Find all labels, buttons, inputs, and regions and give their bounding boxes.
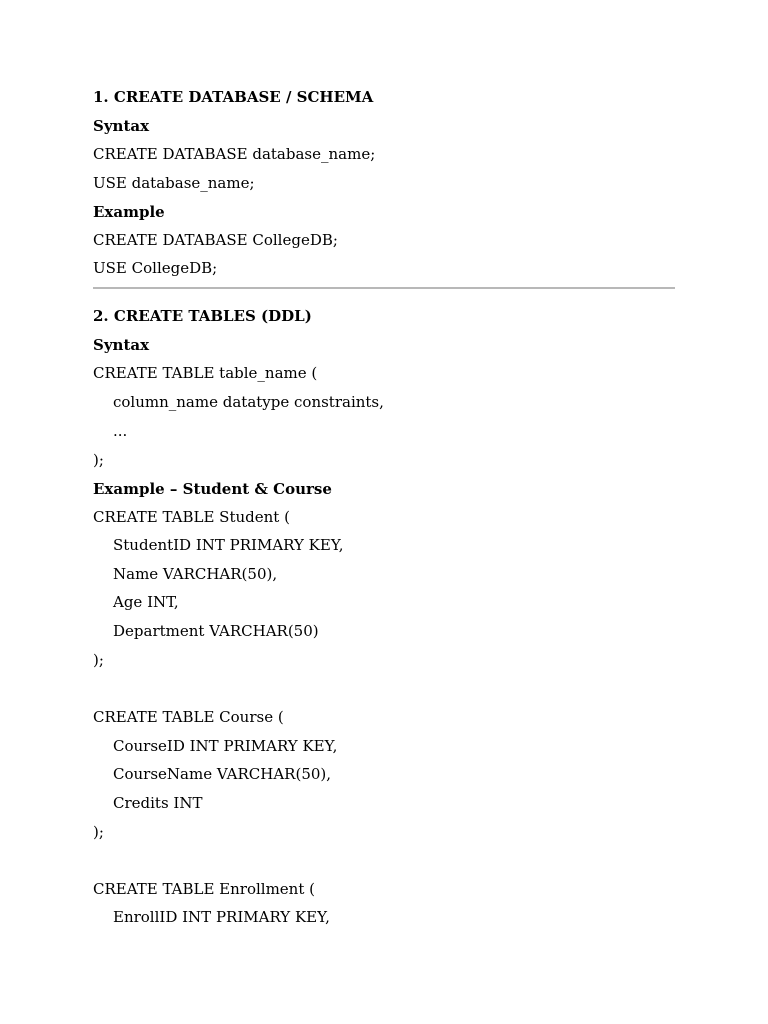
syntax-label: Syntax — [93, 336, 150, 354]
syntax-label: Syntax — [93, 117, 150, 135]
code-line: CREATE DATABASE database_name; — [93, 145, 376, 163]
code-line: ); — [93, 451, 104, 469]
code-line: CourseName VARCHAR(50), — [113, 765, 332, 783]
example-label: Example – Student & Course — [93, 480, 332, 498]
code-line: CourseID INT PRIMARY KEY, — [113, 737, 338, 755]
code-line: Age INT, — [113, 593, 179, 611]
section-1-heading: 1. CREATE DATABASE / SCHEMA — [93, 88, 374, 106]
code-line: StudentID INT PRIMARY KEY, — [113, 536, 344, 554]
section-2-heading: 2. CREATE TABLES (DDL) — [93, 307, 312, 325]
code-line: ); — [93, 651, 104, 669]
code-line: EnrollID INT PRIMARY KEY, — [113, 908, 330, 926]
code-line: ... — [113, 422, 128, 440]
code-line: ); — [93, 823, 104, 841]
example-label: Example — [93, 203, 165, 221]
code-line: CREATE DATABASE CollegeDB; — [93, 231, 338, 249]
code-line: CREATE TABLE Enrollment ( — [93, 880, 315, 898]
code-line: USE database_name; — [93, 174, 255, 192]
section-divider — [93, 287, 675, 289]
code-line: USE CollegeDB; — [93, 259, 218, 277]
code-line: Credits INT — [113, 794, 203, 812]
code-line: Name VARCHAR(50), — [113, 565, 278, 583]
code-line: CREATE TABLE table_name ( — [93, 364, 318, 382]
code-line: column_name datatype constraints, — [113, 393, 384, 411]
code-line: CREATE TABLE Course ( — [93, 708, 284, 726]
code-line: CREATE TABLE Student ( — [93, 508, 290, 526]
code-line: Department VARCHAR(50) — [113, 622, 319, 640]
